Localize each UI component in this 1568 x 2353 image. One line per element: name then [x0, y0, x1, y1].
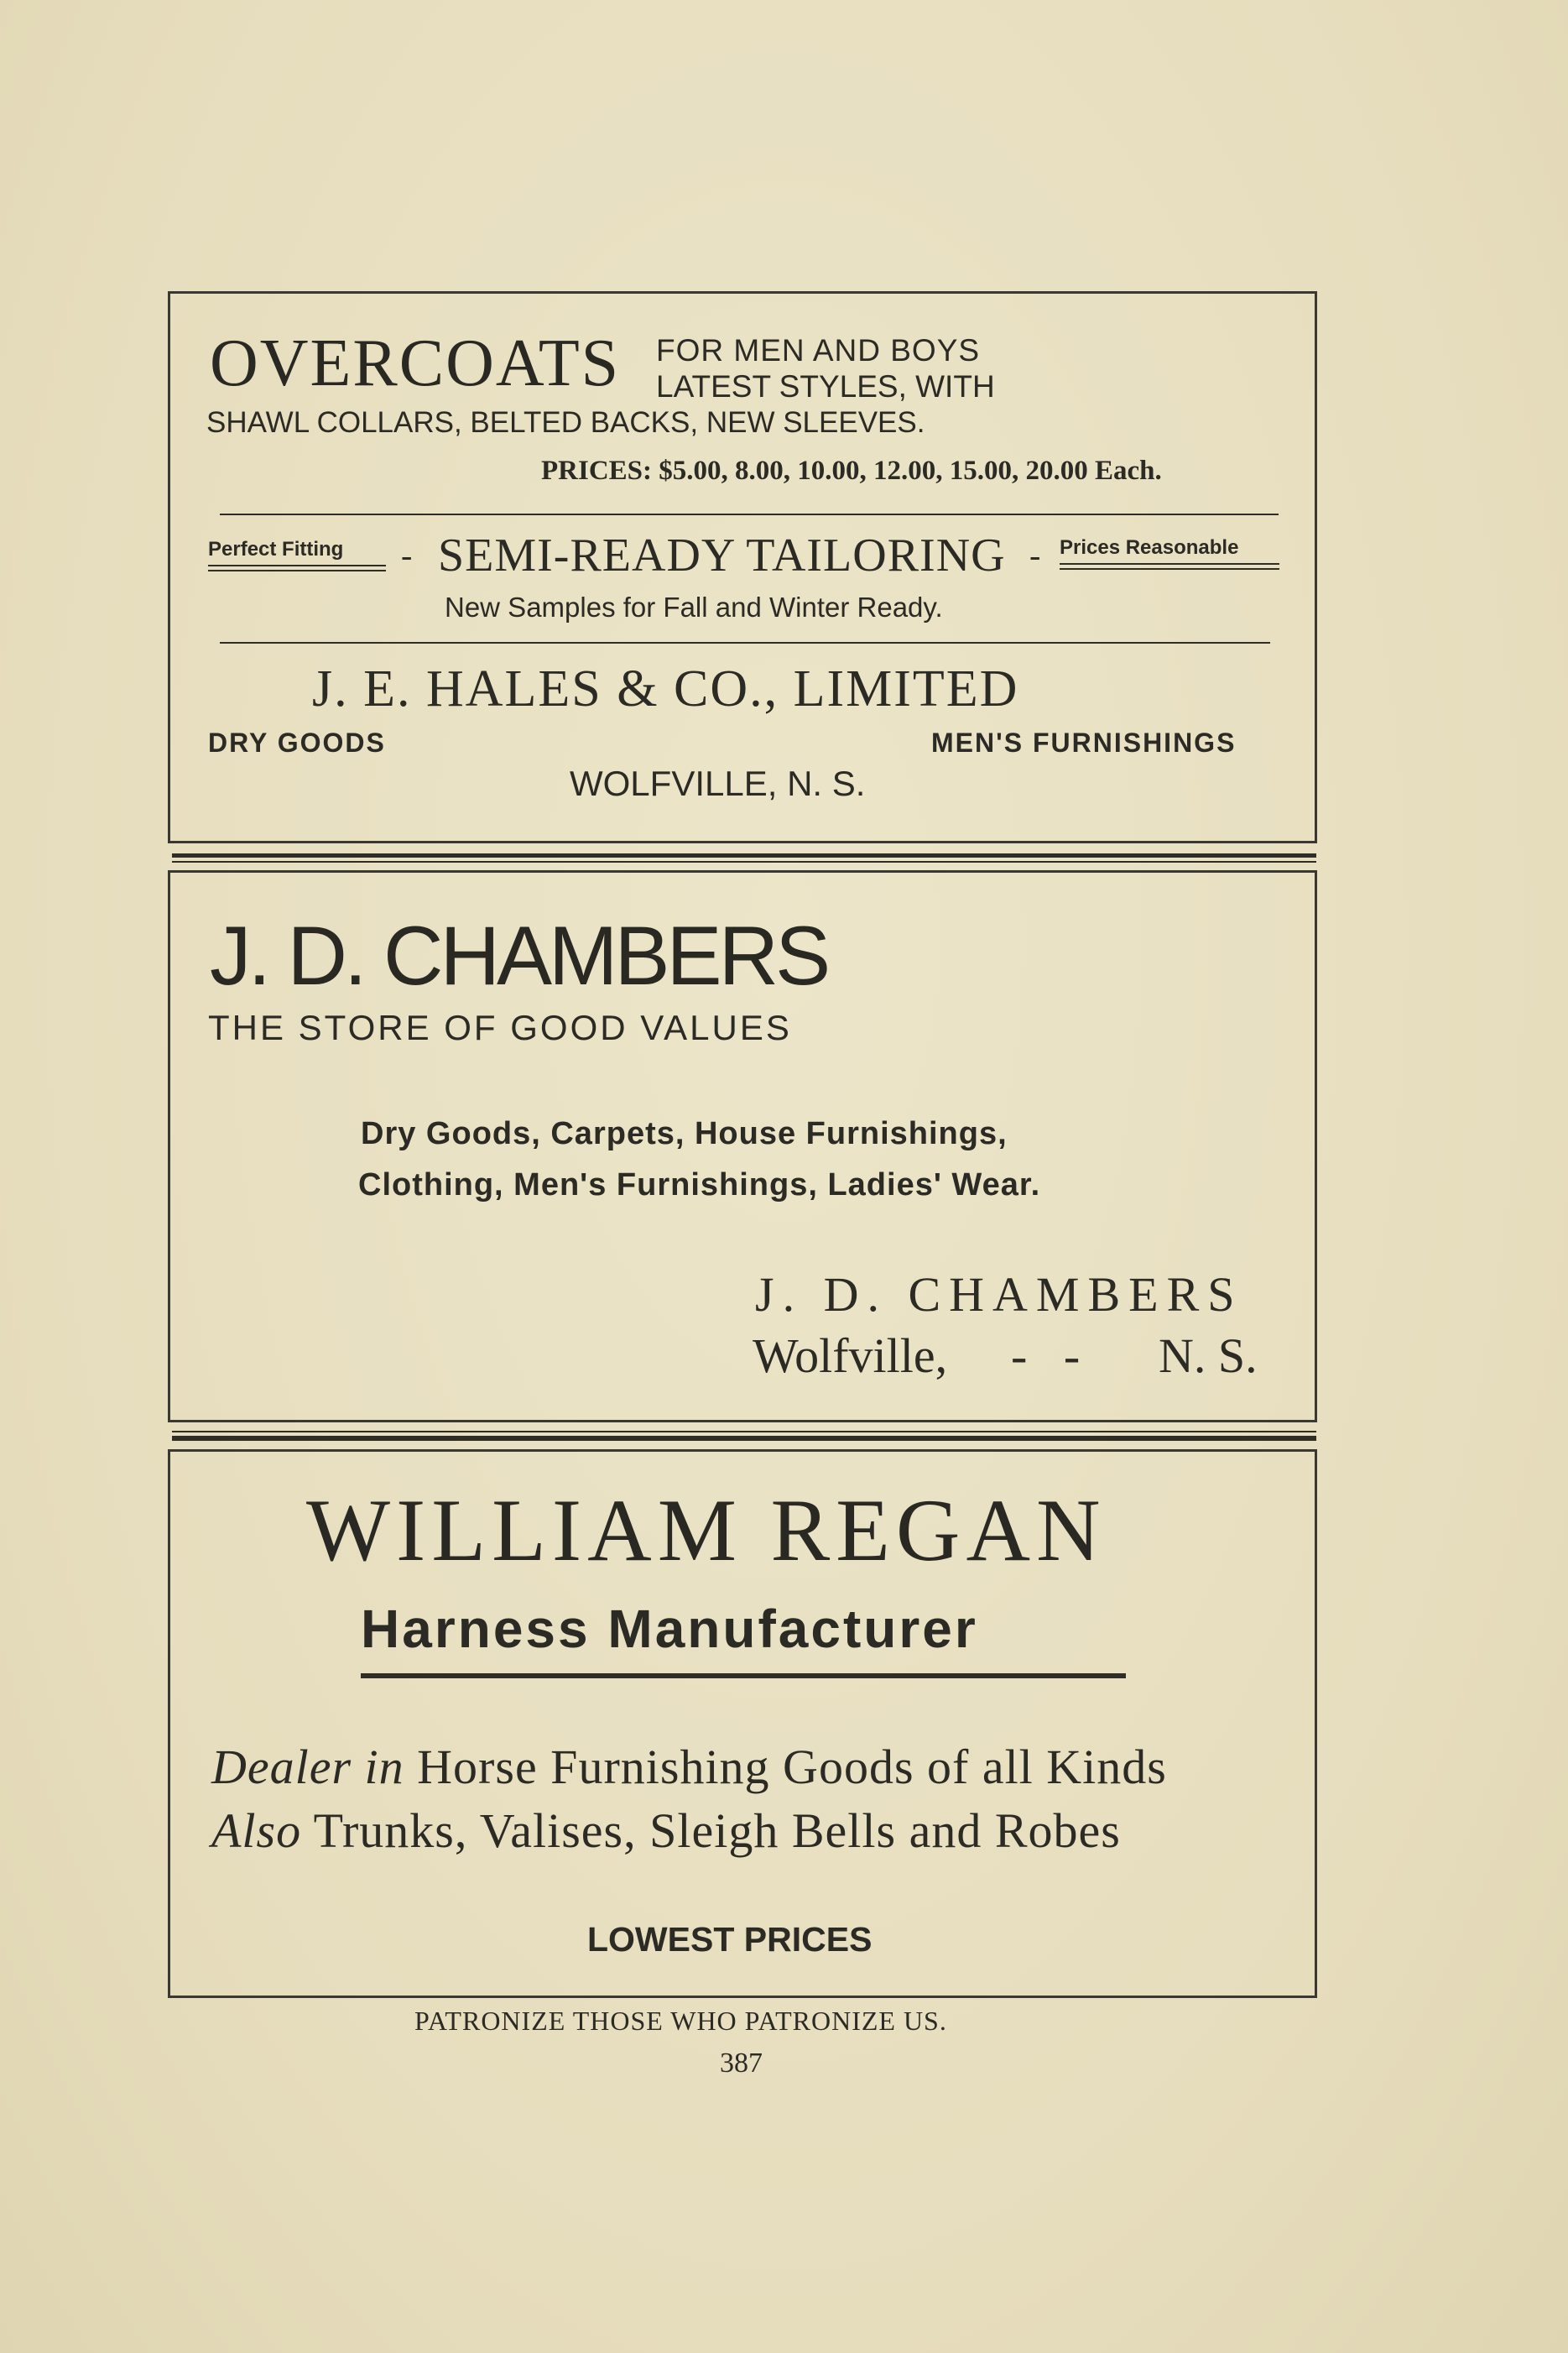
dealer-text: Horse Furnishing Goods of all Kinds: [417, 1740, 1167, 1794]
underline-right: [1060, 563, 1279, 570]
separator: [172, 861, 1316, 863]
also-text: Trunks, Valises, Sleigh Bells and Robes: [313, 1803, 1121, 1858]
divider: [220, 514, 1279, 515]
perfect-fitting-tag: Perfect Fitting: [208, 538, 344, 561]
chambers-goods-line1: Dry Goods, Carpets, House Furnishings,: [361, 1116, 1008, 1151]
separator: [172, 1436, 1316, 1441]
page-number: 387: [720, 2048, 763, 2079]
hales-town: WOLFVILLE, N. S.: [570, 764, 866, 803]
trade-underline: [361, 1673, 1126, 1678]
overcoats-sub2: LATEST STYLES, WITH: [656, 369, 995, 404]
footer-slogan: PATRONIZE THOSE WHO PATRONIZE US.: [414, 2006, 947, 2036]
chambers-dashes: - -: [1011, 1328, 1081, 1383]
chambers-town: Wolfville,: [753, 1328, 948, 1383]
overcoats-features: SHAWL COLLARS, BELTED BACKS, NEW SLEEVES.: [206, 406, 925, 439]
prices-reasonable-tag: Prices Reasonable: [1060, 536, 1239, 559]
dash-right: -: [1029, 536, 1041, 574]
underline-left: [208, 565, 386, 571]
regan-name: WILLIAM REGAN: [306, 1481, 1107, 1579]
chambers-province: N. S.: [1159, 1328, 1258, 1383]
dealer-lead: Dealer in: [211, 1740, 404, 1794]
hales-company: J. E. HALES & CO., LIMITED: [312, 660, 1019, 717]
semi-ready-tailoring: SEMI-READY TAILORING: [438, 530, 1006, 582]
dash-left: -: [401, 536, 413, 574]
overcoats-headline: OVERCOATS: [210, 326, 621, 400]
dealer-line: [211, 1739, 1167, 1795]
lowest-prices: LOWEST PRICES: [587, 1920, 873, 1959]
mens-furnishings: MEN'S FURNISHINGS: [931, 728, 1237, 758]
also-line: [211, 1803, 1121, 1859]
overcoats-prices: PRICES: $5.00, 8.00, 10.00, 12.00, 15.00, 20.00 Each.: [541, 456, 1162, 486]
chambers-signature: J. D. CHAMBERS: [755, 1267, 1243, 1322]
dry-goods: DRY GOODS: [208, 728, 386, 758]
separator: [172, 853, 1316, 858]
chambers-tagline: THE STORE OF GOOD VALUES: [208, 1008, 792, 1047]
chambers-name: J. D. CHAMBERS: [210, 909, 828, 1002]
divider: [220, 642, 1270, 644]
regan-trade: Harness Manufacturer: [361, 1599, 978, 1659]
new-samples: New Samples for Fall and Winter Ready.: [445, 592, 943, 623]
overcoats-sub1: FOR MEN AND BOYS: [656, 333, 981, 368]
also-lead: Also: [211, 1803, 302, 1858]
separator: [172, 1431, 1316, 1432]
chambers-goods-line2: Clothing, Men's Furnishings, Ladies' Wear.: [358, 1167, 1041, 1203]
